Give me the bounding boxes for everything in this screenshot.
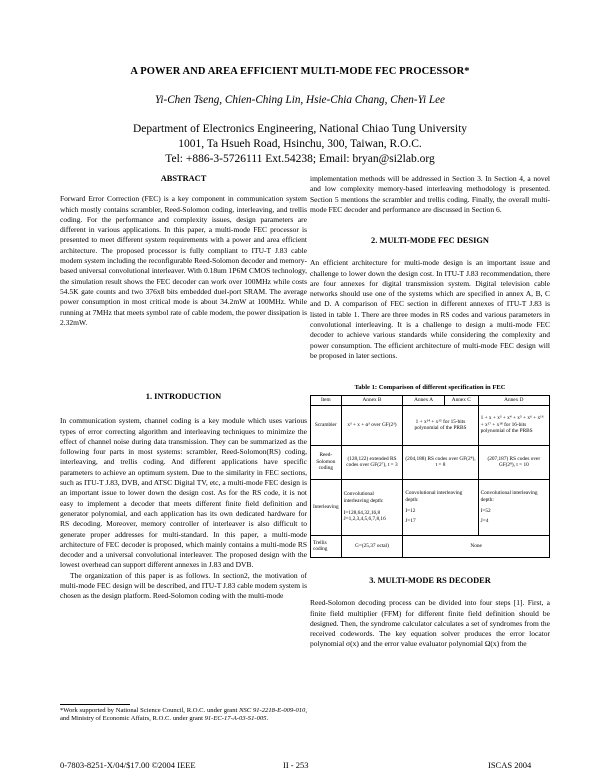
- introduction-section: [60, 392, 307, 602]
- footer-page-number: II - 253: [283, 760, 309, 770]
- table-header-cell: Annex B: [341, 396, 403, 406]
- footnote-grant-1: NSC 91-2218-E-009-010: [239, 707, 306, 714]
- affiliation: [0, 122, 600, 167]
- introduction-continued: [310, 174, 550, 215]
- table-row: [311, 445, 550, 479]
- table-header-cell: Annex C: [444, 396, 478, 406]
- author-list: Yi-Chen Tseng, Chien-Ching Lin, Hsie-Chia Chang, Chen-Yi Lee: [154, 94, 446, 106]
- table-cell: (207,187) RS codes over GF(2⁸), t = 10: [478, 445, 549, 479]
- section3-text: Reed-Solomon decoding process can be divided into four steps [1]. First, a finite field multiplier (FFM) for different finite field definition should be designed. Then, the syndrome calculator calculates a set of syndromes from the received codewords. The key equation solver produces the error locator polynomial σ(x) and the error value evaluator polynomial Ω(x) from the: [310, 598, 550, 649]
- footnote-mid: , and Ministry of Economic Affairs, R.O.C. under grant: [60, 707, 308, 723]
- cell-line: Convolutional interleaving depth:: [343, 491, 384, 504]
- footer-copyright: 0-7803-8251-X/04/$17.00 ©2004 IEEE: [60, 760, 196, 770]
- affiliation-line-2: 1001, Ta Hsueh Road, Hsinchu, 300, Taiwan, R.O.C.: [178, 138, 422, 150]
- table-row: [311, 405, 550, 445]
- cell-line: Convolutional interleaving depth:: [480, 489, 538, 503]
- footnote-end: .: [266, 715, 269, 723]
- table-cell: 1 + x + x³ + x⁴ + x⁵ + x⁶ + x¹⁶ + x¹⁷ + x¹⁸ for 16-bits polynomial of the PRBS: [478, 405, 549, 445]
- table-row: [311, 535, 550, 557]
- footer-conference: ISCAS 2004: [488, 760, 532, 770]
- table-cell: None: [403, 535, 550, 557]
- table-header-cell: Annex D: [478, 396, 549, 406]
- table-header-row: [311, 396, 550, 406]
- table-row: [311, 479, 550, 535]
- affiliation-line-1: Department of Electronics Engineering, National Chiao Tung University: [132, 123, 468, 135]
- table-cell: Scrambler: [311, 405, 342, 445]
- footnote-rule: [60, 704, 130, 705]
- table1-caption: Table 1: Comparison of different specification in FEC: [354, 384, 506, 391]
- abstract-text: Forward Error Correction (FEC) is a key component in communication system which mostly contains scrambler, Reed-Solomon coding, interleaving, and trellis coding. For the performance and complexity issues, design parameters are different in various applications. In this paper, a multi-mode FEC processor is presented to meet different system requirements with a power and area efficient architecture. The proposed processor is fully compliant to ITU-T J.83 cable modem system including the reconfigurable Reed-Solomon decoder and memory-based universal convolutional interleaver. With 0.18um 1P6M CMOS technology, the simulation result shows the FEC decoder can work over 100MHz while costs 54.5K gate counts and two 376x8 bits embedded duel-port SRAM. The average power consumption in most critical mode is about 34.2mW at 100MHz. While running at 7MHz that meets symbol rate of cable modem, the power dissipation is 2.32mW.: [60, 194, 307, 327]
- table-cell: G=(25,37 octal): [341, 535, 403, 557]
- table-header-cell: Item: [311, 396, 342, 406]
- table-cell: [403, 479, 478, 535]
- table1: [310, 395, 550, 558]
- footnote: [60, 707, 307, 724]
- cell-line: J=17: [405, 517, 416, 524]
- introduction-heading: 1. INTRODUCTION: [145, 392, 222, 401]
- table-header-cell: Annex A: [403, 396, 445, 406]
- affiliation-line-3: Tel: +886-3-5726111 Ext.54238; Email: bryan@si2lab.org: [165, 153, 435, 165]
- cell-line: J=1,2,3,4,5,6,7,8,16: [343, 516, 386, 523]
- table-cell: x³ + x + α³ over GF(2³): [341, 405, 403, 445]
- table-cell: [341, 479, 403, 535]
- cell-line: J=4: [480, 517, 489, 524]
- table-cell: (204,188) RS codes over GF(2⁸), t = 8: [403, 445, 478, 479]
- footnote-prefix: *Work supported by National Science Council, R.O.C. under grant: [60, 707, 240, 714]
- table-cell: Trellis coding: [311, 535, 342, 557]
- abstract-section: [60, 174, 307, 328]
- table-cell: (128,122) extended RS codes over GF(2⁷), t = 3: [341, 445, 403, 479]
- table-cell: Reed-Solomon coding: [311, 445, 342, 479]
- footnote-grant-2: 91-EC-17-A-03-S1-005: [204, 715, 267, 723]
- section3-heading: 3. MULTI-MODE RS DECODER: [369, 576, 491, 585]
- introduction-paragraph-2: The organization of this paper is as follows. In section2, the motivation of multi-mode FEC design will be described, and ITU-T J.83 cable modem system is chosen as the design platform. Reed-Solomon coding with the multi-mode: [60, 570, 307, 601]
- section2: [310, 236, 550, 361]
- abstract-heading: ABSTRACT: [160, 174, 207, 183]
- paper-title: A POWER AND AREA EFFICIENT MULTI-MODE FEC PROCESSOR*: [130, 66, 470, 77]
- cell-line: I=52: [480, 508, 491, 515]
- section2-heading: 2. MULTI-MODE FEC DESIGN: [371, 236, 489, 245]
- cell-line: I=12: [405, 508, 416, 515]
- cell-line: I=128,64,32,16,8: [343, 509, 381, 516]
- table-cell: 1 + x¹⁴ + x¹⁵ for 15-bits polynomial of the PRBS: [403, 405, 478, 445]
- table-cell: Interleaving: [311, 479, 342, 535]
- section2-text: An efficient architecture for multi-mode design is an important issue and challenge to lower down the design cost. In ITU-T J.83 recommendation, there are four annexes for digital transmission system. Digital television cable networks should use one of the systems which are specified in annex A, B, C and D. A comparison of FEC section in different annexes of ITU-T J.83 is listed in table 1. There are three modes in RS codes and various parameters in convolutional interleaving. It is a challenge to design a multi-mode FEC decoder to achieve various standards while considering the complexity and power consumption. The efficient architecture of multi-mode FEC design will be proposed in later sections.: [310, 258, 550, 360]
- table-cell: [478, 479, 549, 535]
- cell-line: Convolutional interleaving depth:: [405, 489, 463, 503]
- section3: [310, 576, 550, 650]
- introduction-paragraph-3: implementation methods will be addressed in Section 3. In Section 4, a novel and low complexity memory-based interleaving methodology is presented. Section 5 mentions the scrambler and trellis coding. Finally, the overall multi-mode FEC decoder and performance are discussed in Section 6.: [310, 174, 550, 214]
- introduction-paragraph-1: In communication system, channel coding is a key module which uses various types of error correcting algorithm and interleaving techniques to minimize the effect of channel noise during data transmission. They can be summarized as the following four parts in most systems: scrambler, Reed-Solomon(RS) coding, interleaving, and trellis coding. And different applications have specific parameters to achieve an optimum system. Due to the similarity in FEC sections, such as ITU-T J.83, DVB, and ATSC Digital TV, etc, a multi-mode FEC design is an important issue to lower down the design cost. As for the RS code, it is not easy to implement a decoder that meets different finite field definition and generator polynomial, and each application has its own dedicated hardware for RS decoding. Moreover, memory controller of interleaver is also difficult to generate proper addresses for multi-standard. In this paper, a multi-mode architecture of FEC decoder is proposed, which mainly contains a multi-mode RS decoder and a universal convolutional interleaver. The proposed design with the lowest overhead can support different annexes in J.83 and DVB.: [60, 416, 307, 570]
